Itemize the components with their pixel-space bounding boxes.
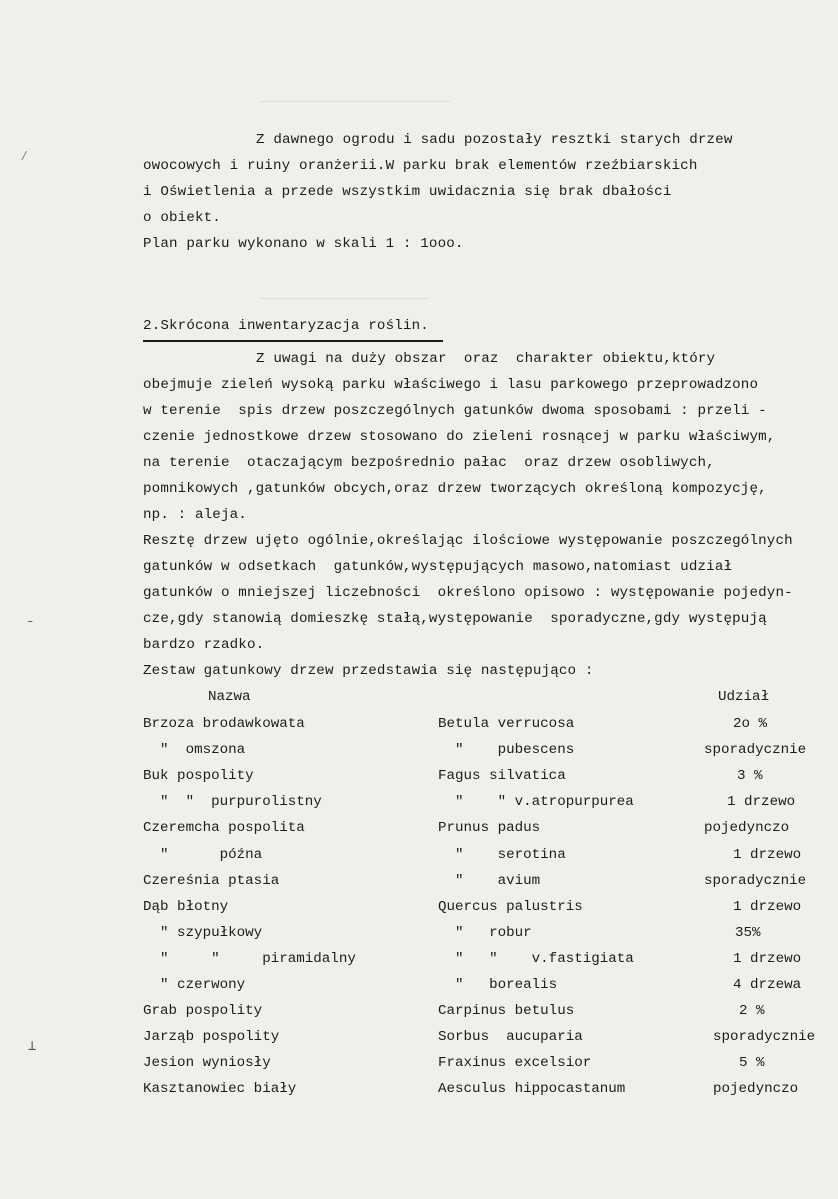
margin-mark: ⁄ [20, 149, 29, 165]
species-latin-name: " serotina [438, 847, 566, 863]
species-polish-name: Grab pospolity [143, 1003, 263, 1019]
paragraph1-line: i Oświetlenia a przede wszystkim uwidacznia się brak dbałości [143, 184, 672, 200]
paragraph1-line: Plan parku wykonano w skali 1 : 1ooo. [143, 236, 464, 252]
species-share: 35% [735, 925, 761, 941]
paragraph2-line: na terenie otaczającym bezpośrednio pałac oraz drzew osobliwych, [143, 455, 715, 471]
paragraph3-line: bardzo rzadko. [143, 637, 265, 653]
species-share: sporadycznie [704, 742, 807, 758]
show-through-mark [260, 101, 450, 102]
species-latin-name: Aesculus hippocastanum [438, 1081, 626, 1097]
species-latin-name: " avium [438, 873, 541, 889]
heading-underline [143, 340, 443, 342]
species-latin-name: " pubescens [438, 742, 575, 758]
species-share: 2 % [739, 1003, 765, 1019]
species-polish-name: Jarząb pospolity [143, 1029, 280, 1045]
species-polish-name: Dąb błotny [143, 899, 229, 915]
species-polish-name: Brzoza brodawkowata [143, 716, 305, 732]
show-through-mark [260, 298, 430, 299]
species-share: sporadycznie [713, 1029, 816, 1045]
margin-mark: ˗ [26, 613, 35, 629]
paragraph1-line: owocowych i ruiny oranżerii.W parku brak elementów rzeźbiarskich [143, 158, 698, 174]
species-latin-name: " " v.fastigiata [438, 951, 634, 967]
table-header-share: Udział [718, 689, 770, 705]
paragraph2-line: czenie jednostkowe drzew stosowano do zieleni rosnącej w parku właściwym, [143, 429, 776, 445]
species-latin-name: " borealis [438, 977, 558, 993]
species-latin-name: Fraxinus excelsior [438, 1055, 592, 1071]
species-share: 1 drzewo [727, 794, 796, 810]
species-share: 1 drzewo [733, 899, 802, 915]
species-share: pojedynczo [704, 820, 790, 836]
paragraph3-line: Zestaw gatunkowy drzew przedstawia się następująco : [143, 663, 594, 679]
species-share: 4 drzewa [733, 977, 802, 993]
paragraph1-line: o obiekt. [143, 210, 221, 226]
paragraph3-line: cze,gdy stanowią domieszkę stałą,występowanie sporadyczne,gdy występują [143, 611, 767, 627]
paragraph2-line: w terenie spis drzew poszczególnych gatunków dwoma sposobami : przeli - [143, 403, 767, 419]
table-header-name: Nazwa [208, 689, 251, 705]
species-latin-name: Sorbus aucuparia [438, 1029, 583, 1045]
species-share: 1 drzewo [733, 847, 802, 863]
species-share: pojedynczo [713, 1081, 799, 1097]
species-polish-name: " " piramidalny [143, 951, 356, 967]
species-share: sporadycznie [704, 873, 807, 889]
species-share: 1 drzewo [733, 951, 802, 967]
species-polish-name: " późna [143, 847, 263, 863]
species-polish-name: Czeremcha pospolita [143, 820, 305, 836]
species-latin-name: " robur [438, 925, 532, 941]
species-polish-name: Czereśnia ptasia [143, 873, 280, 889]
species-polish-name: " omszona [143, 742, 246, 758]
species-polish-name: Jesion wyniosły [143, 1055, 271, 1071]
paragraph3-line: gatunków w odsetkach gatunków,występujących masowo,natomiast udział [143, 559, 733, 575]
species-polish-name: Buk pospolity [143, 768, 254, 784]
species-polish-name: " szypułkowy [143, 925, 263, 941]
paragraph2-line: Z uwagi na duży obszar oraz charakter obiektu,który [256, 351, 716, 367]
paragraph3-line: Resztę drzew ujęto ogólnie,określając ilościowe występowanie poszczególnych [143, 533, 793, 549]
species-latin-name: Prunus padus [438, 820, 541, 836]
paragraph1-line: Z dawnego ogrodu i sadu pozostały resztki starych drzew [256, 132, 733, 148]
species-latin-name: " " v.atropurpurea [438, 794, 634, 810]
species-latin-name: Quercus palustris [438, 899, 583, 915]
paragraph2-line: pomnikowych ,gatunków obcych,oraz drzew tworzących określoną kompozycję, [143, 481, 767, 497]
paragraph2-line: np. : aleja. [143, 507, 247, 523]
paragraph3-line: gatunków o mniejszej liczebności określono opisowo : występowanie pojedyn- [143, 585, 793, 601]
species-polish-name: " " purpurolistny [143, 794, 322, 810]
margin-mark: ⊥ [28, 1039, 37, 1055]
section-heading: 2.Skrócona inwentaryzacja roślin. [143, 318, 429, 334]
species-share: 5 % [739, 1055, 765, 1071]
species-polish-name: Kasztanowiec biały [143, 1081, 297, 1097]
paragraph2-line: obejmuje zieleń wysoką parku właściwego i lasu parkowego przeprowadzono [143, 377, 759, 393]
species-polish-name: " czerwony [143, 977, 246, 993]
species-share: 2o % [733, 716, 768, 732]
species-share: 3 % [737, 768, 763, 784]
species-latin-name: Fagus silvatica [438, 768, 566, 784]
species-latin-name: Carpinus betulus [438, 1003, 575, 1019]
species-latin-name: Betula verrucosa [438, 716, 575, 732]
